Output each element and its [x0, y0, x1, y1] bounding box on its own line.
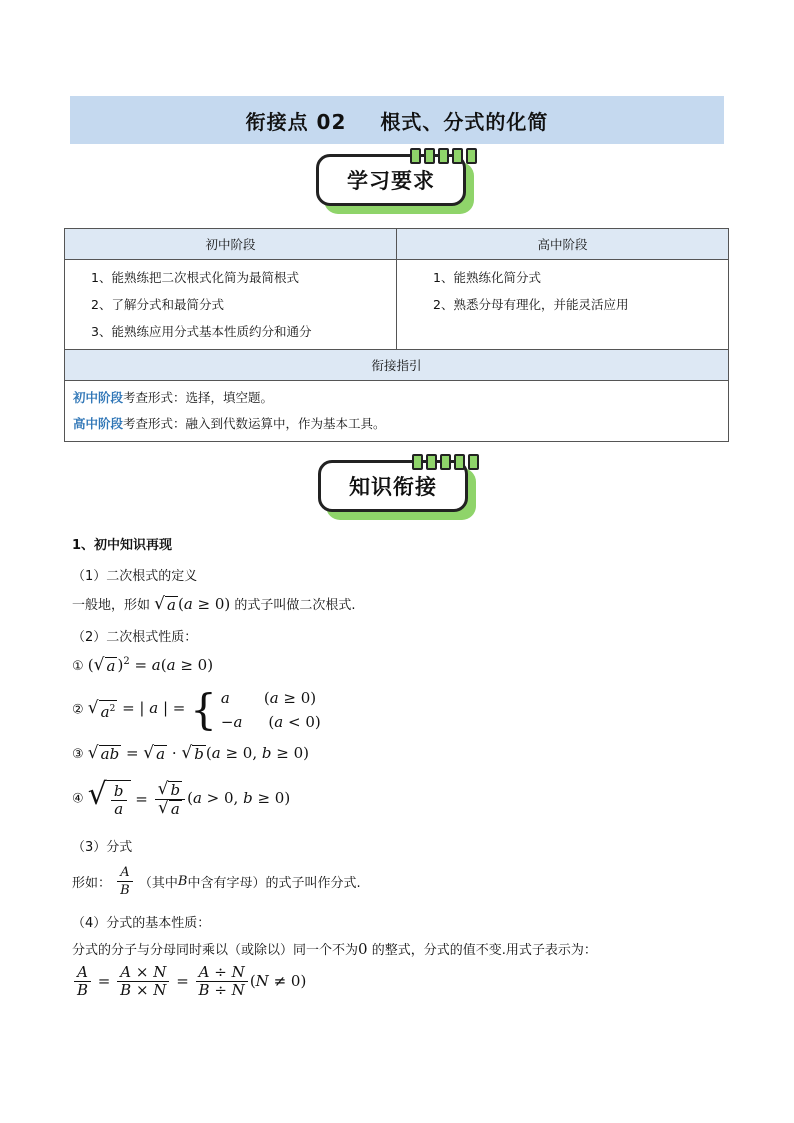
- col2-item: 1、能熟练化简分式: [433, 270, 541, 285]
- formula-sqrt-a: √ a (a ≥ 0): [154, 594, 231, 614]
- requirements-table: [64, 228, 729, 442]
- col2-item: 2、熟悉分母有理化，并能灵活应用: [433, 297, 629, 312]
- guide-body: [65, 381, 729, 442]
- col1-item: 3、能熟练应用分式基本性质约分和通分: [91, 324, 312, 339]
- subheading: （4）分式的基本性质：: [72, 916, 211, 931]
- col1-item: 2、了解分式和最简分式: [91, 297, 224, 312]
- fraction-definition: 形如： $\frac{A}{B}$ （其中B中含有字母）的式子叫作分式.: [72, 865, 361, 898]
- definition-line: 一般地，形如 √ a (a ≥ 0) 的式子叫做二次根式.: [72, 594, 356, 614]
- badge-knowledge: [318, 460, 478, 524]
- col1-item: 1、能熟练把二次根式化简为最简根式: [91, 270, 299, 285]
- title-part2: 根式、分式的化简: [380, 109, 549, 134]
- property-4: ④ √ $\frac{b}{a}$ = √ b √ a (a > 0, b ≥ 0): [72, 777, 291, 818]
- badge-requirements: [316, 154, 476, 218]
- property-1: ① ( √ a )$^2$ = a(a ≥ 0): [72, 655, 214, 675]
- binder-clips-icon: [412, 454, 479, 470]
- title-bar: [70, 96, 724, 144]
- guide-row: [73, 411, 720, 437]
- section-heading: 1、初中知识再现: [72, 538, 173, 553]
- guide-row: [73, 385, 720, 411]
- badge-knowledge-label: 知识衔接: [318, 460, 468, 512]
- col1-items: [65, 260, 397, 350]
- title-part1: 衔接点 02: [245, 109, 347, 134]
- subheading: （3）分式: [72, 840, 133, 855]
- guide-text: 考查形式：融入到代数运算中，作为基本工具。: [123, 416, 386, 431]
- property-3: ③ √ ab = √ a · √ b (a ≥ 0, b ≥ 0): [72, 743, 309, 763]
- page-title: [246, 106, 549, 135]
- property-text: 分式的分子与分母同时乘以（或除以）同一个不为0 的整式，分式的值不变.用式子表示为：: [72, 940, 597, 958]
- col2-items: [397, 260, 729, 350]
- col2-header: 高中阶段: [397, 229, 729, 260]
- guide-text: 考查形式：选择，填空题。: [123, 390, 274, 405]
- guide-stage: 高中阶段: [73, 416, 124, 431]
- guide-header: 衔接指引: [65, 350, 729, 381]
- col1-header: 初中阶段: [65, 229, 397, 260]
- subheading: （2）二次根式性质：: [72, 630, 198, 645]
- fraction-property-formula: $\frac{A}{B}$ = $\frac{A \times N}{B \times N}$ = $\frac{A \div N}{B \div N}$ (N ≠ 0): [72, 964, 306, 999]
- subheading: （1）二次根式的定义: [72, 569, 198, 584]
- property-2: ② √ $a^2$ = | a | = { a (a ≥ 0) −a (a < 0): [72, 685, 321, 734]
- badge-requirements-label: 学习要求: [316, 154, 466, 206]
- binder-clips-icon: [410, 148, 477, 164]
- guide-stage: 初中阶段: [73, 390, 124, 405]
